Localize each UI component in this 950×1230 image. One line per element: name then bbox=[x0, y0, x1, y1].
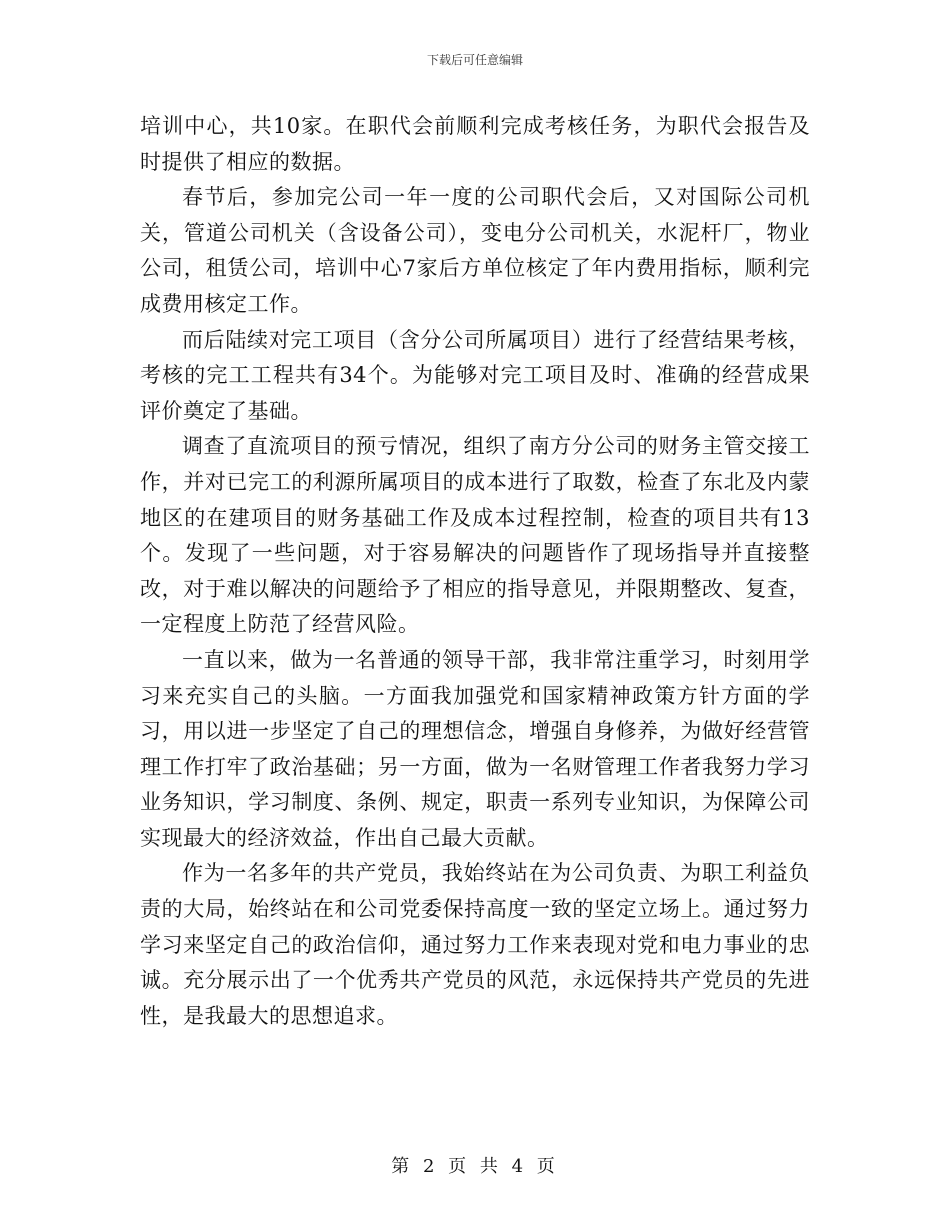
paragraph-study: 一直以来，做为一名普通的领导干部，我非常注重学习，时刻用学习来充实自己的头脑。一方面我加强党和国家精神政策方针方面的学习，用以进一步坚定了自己的理想信念，增强自身修养，为做好经营管理工作打牢了政治基础；另一方面，做为一名财管理工作者我努力学习业务知识，学习制度、条例、规定，职责一系列专业知识，为保障公司实现最大的经济效益，作出自己最大贡献。 bbox=[140, 647, 810, 850]
paragraph-party-member: 作为一名多年的共产党员，我始终站在为公司负责、为职工利益负责的大局，始终站在和公司党委保持高度一致的坚定立场上。通过努力学习来坚定自己的政治信仰，通过努力工作来表现对党和电力事业的忠诚。充分展示出了一个优秀共产党员的风范，永远保持共产党员的先进性，是我最大的思想追求。 bbox=[140, 861, 810, 1028]
paragraph-completed-projects: 而后陆续对完工项目（含分公司所属项目）进行了经营结果考核，考核的完工工程共有34个。为能够对完工项目及时、准确的经营成果评价奠定了基础。 bbox=[140, 327, 810, 423]
page-number-footer: 第 2 页 共 4 页 bbox=[391, 1156, 559, 1177]
document-body bbox=[140, 109, 810, 1034]
paragraph-continuation: 培训中心，共10家。在职代会前顺利完成考核任务，为职代会报告及时提供了相应的数据。 bbox=[140, 114, 810, 174]
paragraph-investigation: 调查了直流项目的预亏情况，组织了南方分公司的财务主管交接工作，并对已完工的利源所属项目的成本进行了取数，检查了东北及内蒙地区的在建项目的财务基础工作及成本过程控制，检查的项目共有13个。发现了一些问题，对于容易解决的问题皆作了现场指导并直接整改，对于难以解决的问题给予了相应的指导意见，并限期整改、复查，一定程度上防范了经营风险。 bbox=[140, 434, 810, 637]
page-header: 下载后可任意编辑 bbox=[426, 53, 523, 67]
paragraph-spring-festival: 春节后，参加完公司一年一度的公司职代会后，又对国际公司机关，管道公司机关（含设备公司），变电分公司机关，水泥杆厂，物业公司，租赁公司，培训中心7家后方单位核定了年内费用指标，顺利完成费用核定工作。 bbox=[140, 185, 810, 316]
